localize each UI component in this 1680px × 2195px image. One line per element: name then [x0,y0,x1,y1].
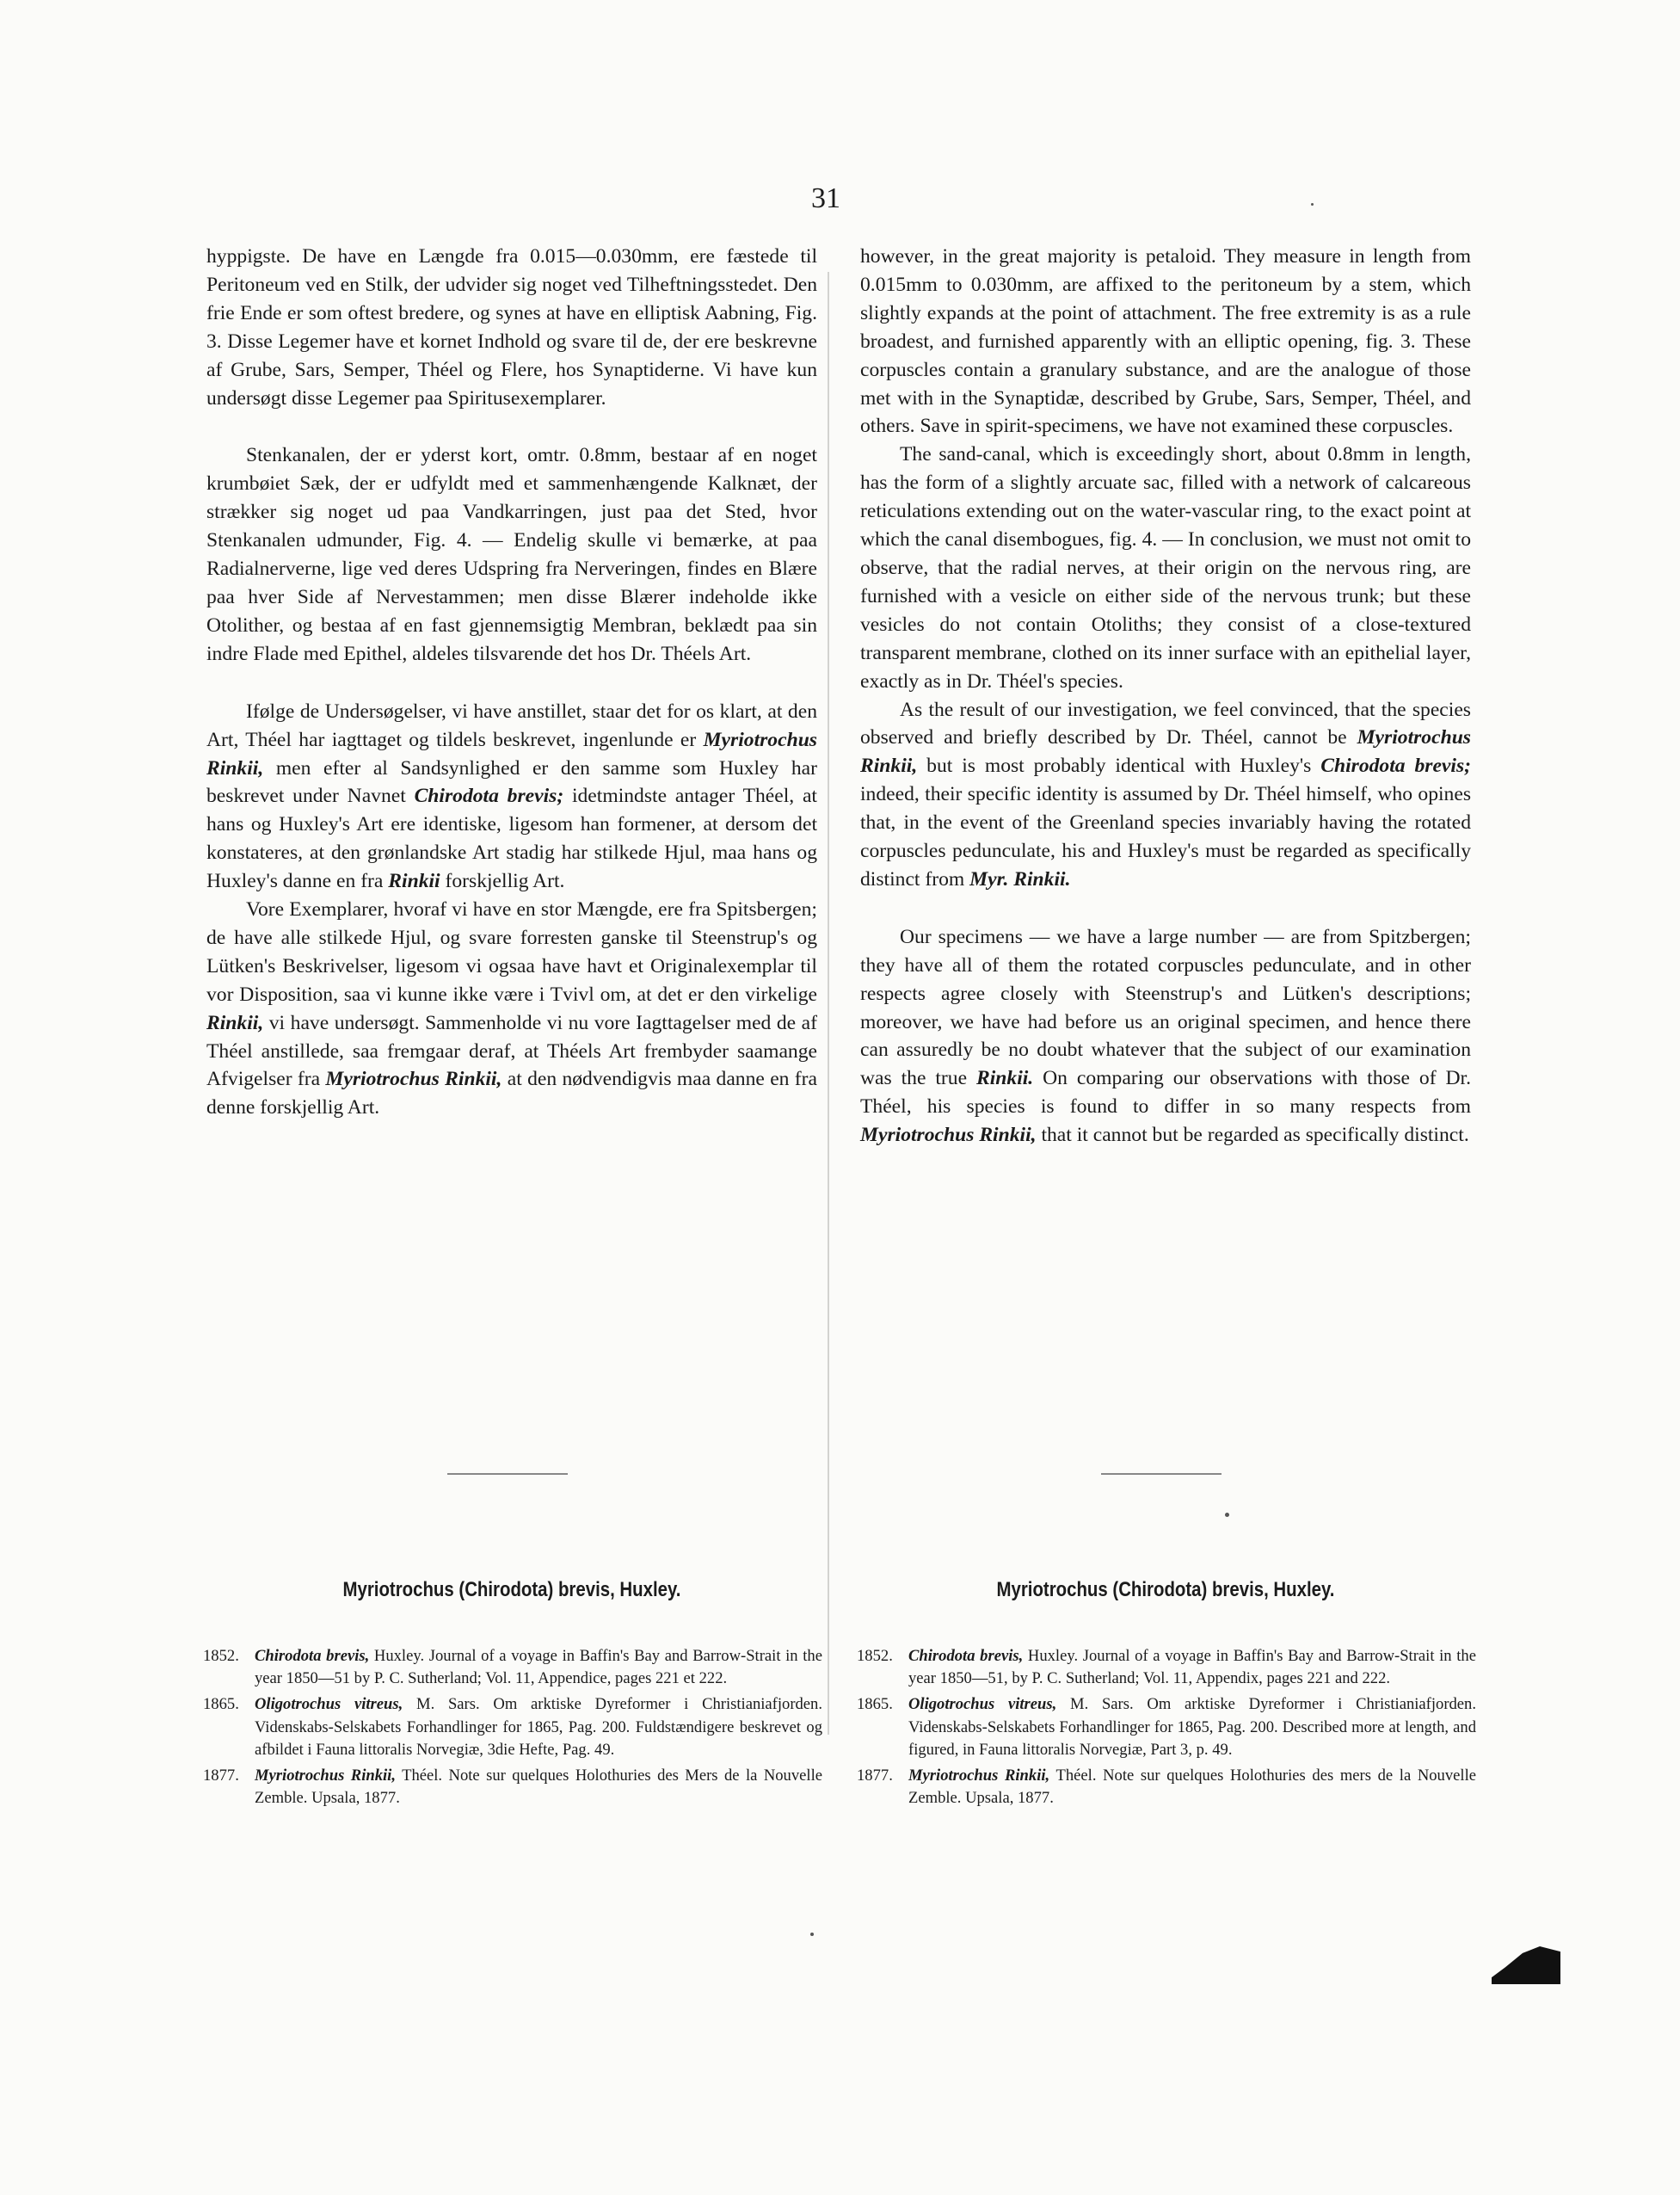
reference-year: 1877. [203,1766,239,1785]
column-divider [828,272,829,1735]
section-heading-left: Myriotrochus (Chirodota) brevis, Huxley. [342,1578,681,1601]
english-paragraph: Our specimens — we have a large number — are from Spitzbergen; they have all of them the rotated corpuscles pedunculate, and in other respects agree closely with Steenstrup's and Lütken's descriptions; moreover, we have had before us an original specimen, and hence there can assuredly be no doubt whatever that the subject of our examination was the true Rinkii. On comparing our observations with those of Dr. Théel, his species is found to differ in so many respects from Myriotrochus Rinkii, that it cannot but be regarded as specifically distinct. [860,925,1471,1147]
norwegian-paragraph: Vore Exemplarer, hvoraf vi have en stor Mængde, ere fra Spitsbergen; de have alle stilkede Hjul, og svare forresten ganske til Steenstrup's og Lütken's Beskrivelser, ligesom vi ogsaa have havt et Originalexemplar til vor Disposition, saa vi kunne ikke være i Tvivl om, at det er den virkelige Rinkii, vi have undersøgt. Sammenholde vi nu vore Iagttagelser med de af Théel anstillede, saa fremgaar deraf, at Théels Art frembyder saamange Afvigelser fra Myriotrochus Rinkii, at den nødvendigvis maa danne en fra denne forskjellig Art. [206,898,817,1119]
english-paragraph: The sand-canal, which is exceedingly short, about 0.8mm in length, has the form of a slightly arcuate sac, filled with a network of calcareous reticulations extending out on the water-vascular ring, to the exact point at which the canal disembogues, fig. 4. — In conclusion, we must not omit to observe, that the radial nerves, at their origin on the nervous ring, are furnished with a vesicle on either side of the nervous trunk; but these vesicles do not contain Otoliths; they consist of a close-textured transparent membrane, clothed on its inner surface with an epithelial layer, exactly as in Dr. Théel's species. [860,443,1471,693]
norwegian-paragraph: Ifølge de Undersøgelser, vi have anstillet, staar det for os klart, at den Art, Théel har iagttaget og tildels beskrevet, ingenlunde er Myriotrochus Rinkii, men efter al Sandsynlighed er den samme som Huxley har beskrevet under Navnet Chirodota brevis; idetmindste antager Théel, at hans og Huxley's Art ere identiske, ligesom han formener, at dersom det konstateres, at den grønlandske Art stadig har stilkede Hjul, maa hans og Huxley's danne en fra Rinkii forskjellig Art. [206,700,817,893]
reference-year: 1865. [857,1695,893,1714]
reference-entry [203,1765,822,1810]
section-rule-right [1101,1473,1222,1475]
section-heading-right: Myriotrochus (Chirodota) brevis, Huxley. [996,1578,1335,1601]
reference-text: Chirodota brevis, Huxley. Journal of a voyage in Baffin's Bay and Barrow-Strait in the year 1850—51, by P. C. Sutherland; Vol. 11, Appendix, pages 221 and 222. [908,1647,1476,1688]
reference-entry [203,1645,822,1690]
print-speck [1225,1513,1229,1517]
norwegian-paragraph: Stenkanalen, der er yderst kort, omtr. 0.8mm, bestaar af en noget krumbøiet Sæk, der er udfyldt med et sammenhængende Kalknæt, der strækker sig noget ud paa Vandkarringen, just paa det Sted, hvor Stenkanalen udmunder, Fig. 4. — Endelig skulle vi bemærke, at paa Radialnerverne, lige ved deres Udspring fra Nerveringen, findes en Blære paa hver Side af Nervestammen; men disse Blærer indeholde ikke Otolither, og bestaa af en fast gjennemsigtig Membran, beklædt paa sin indre Flade med Epithel, aldeles tilsvarende det hos Dr. Théels Art. [206,444,817,665]
english-paragraph: however, in the great majority is petaloid. They measure in length from 0.015mm to 0.030mm, are affixed to the peritoneum by a stem, which slightly expands at the point of attachment. The free extremity is as a rule broadest, and furnished apparently with an elliptic opening, fig. 3. These corpuscles contain a granulary substance, and are the analogue of those met with in the Synaptidæ, described by Grube, Sars, Semper, Théel, and others. Save in spirit-specimens, we have not examined these corpuscles. [860,245,1471,438]
english-paragraph: As the result of our investigation, we feel convinced, that the species observed and briefly described by Dr. Théel, cannot be Myriotrochus Rinkii, but is most probably identical with Huxley's Chirodota brevis; indeed, their specific identity is assumed by Dr. Théel himself, who opines that, in the event of the Greenland species invariably having the rotated corpuscles pedunculate, his and Huxley's must be regarded as specifically distinct from Myr. Rinkii. [860,698,1471,891]
reference-text: Myriotrochus Rinkii, Théel. Note sur quelques Holothuries des Mers de la Nouvelle Zemble. Upsala, 1877. [255,1766,822,1808]
reference-entry [857,1693,1476,1761]
reference-entry [203,1693,822,1761]
ink-blot [1492,1946,1560,1984]
reference-year: 1852. [857,1647,893,1665]
reference-text: Oligotrochus vitreus, M. Sars. Om arktiske Dyreformer i Christianiafjorden. Videnskabs-Selskabets Forhandlinger for 1865, Pag. 200. Fuldstændigere beskrevet og afbildet i Fauna littoralis Norvegiæ, 3die Hefte, Pag. 49. [255,1695,823,1759]
references-right [857,1645,1476,1813]
reference-text: Oligotrochus vitreus, M. Sars. Om arktiske Dyreformer i Christianiafjorden. Videnskabs-Selskabets Forhandlinger for 1865, Pag. 200. Described more at length, and figured, in Fauna littoralis Norvegiæ, Part 3, p. 49. [908,1695,1477,1759]
reference-entry [857,1765,1476,1810]
norwegian-paragraph: hyppigste. De have en Længde fra 0.015—0.030mm, ere fæstede til Peritoneum ved en Stilk, der udvider sig noget ved Tilheftningsstedet. Den frie Ende er som oftest bredere, og synes at have en elliptisk Aabning, Fig. 3. Disse Legemer have et kornet Indhold og svare til de, der ere beskrevne af Grube, Sars, Semper, Théel og Flere, hos Synaptiderne. Vi have kun undersøgt disse Legemer paa Spiritusexemplarer. [206,245,817,410]
reference-entry [857,1645,1476,1690]
english-text-column [860,243,1471,1150]
print-speck [810,1933,814,1936]
reference-year: 1852. [203,1647,239,1665]
reference-year: 1877. [857,1766,893,1785]
print-speck [1311,203,1314,206]
section-rule-left [447,1473,568,1475]
reference-year: 1865. [203,1695,239,1714]
references-left [203,1645,822,1813]
reference-text: Myriotrochus Rinkii, Théel. Note sur quelques Holothuries des mers de la Nouvelle Zemble. Upsala, 1877. [908,1766,1476,1808]
norwegian-text-column [206,243,817,1122]
page-number: 31 [811,182,840,214]
reference-text: Chirodota brevis, Huxley. Journal of a voyage in Baffin's Bay and Barrow-Strait in the year 1850—51 by P. C. Sutherland; Vol. 11, Appendice, pages 221 et 222. [255,1647,822,1688]
